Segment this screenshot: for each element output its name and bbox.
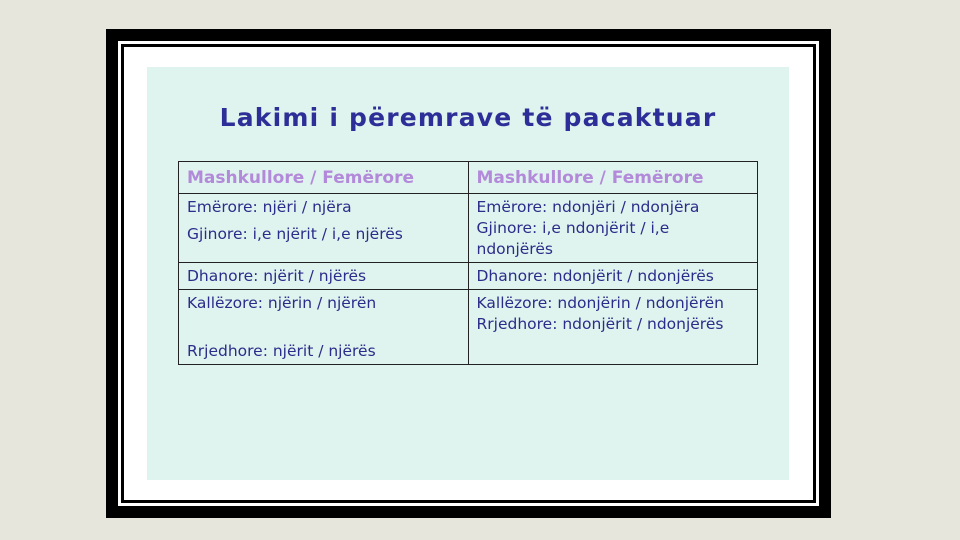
case-form: Kallëzore: ndonjërin / ndonjërën — [476, 294, 724, 312]
table-cell — [179, 194, 469, 263]
table-row — [179, 263, 758, 290]
case-form: Gjinore: i,e ndonjërit / i,e ndonjërës — [476, 219, 670, 258]
table-row — [179, 194, 758, 263]
table-cell — [179, 290, 469, 365]
table-cell — [468, 263, 758, 290]
declension-table — [178, 161, 758, 365]
case-form: Rrjedhore: njërit / njërës — [187, 342, 376, 360]
table-header-cell: Mashkullore / Femërore — [179, 162, 469, 194]
table-cell — [179, 263, 469, 290]
slide-title: Lakimi i përemrave të pacaktuar — [219, 103, 717, 132]
case-form: Emërore: ndonjëri / ndonjëra — [476, 198, 700, 216]
case-form: Dhanore: ndonjërit / ndonjërës — [476, 267, 714, 285]
table-header-cell: Mashkullore / Femërore — [468, 162, 758, 194]
case-form: Rrjedhore: ndonjërit / ndonjërës — [476, 315, 724, 333]
case-form: Dhanore: njërit / njërës — [187, 267, 367, 285]
table-cell — [468, 290, 758, 365]
case-form: Kallëzore: njërin / njërën — [187, 294, 377, 312]
slide-content — [147, 67, 789, 480]
case-form: Gjinore: i,e njërit / i,e njërës — [187, 225, 403, 243]
table-row — [179, 290, 758, 365]
case-form: Emërore: njëri / njëra — [187, 198, 352, 216]
table-header-row — [179, 162, 758, 194]
table-cell — [468, 194, 758, 263]
